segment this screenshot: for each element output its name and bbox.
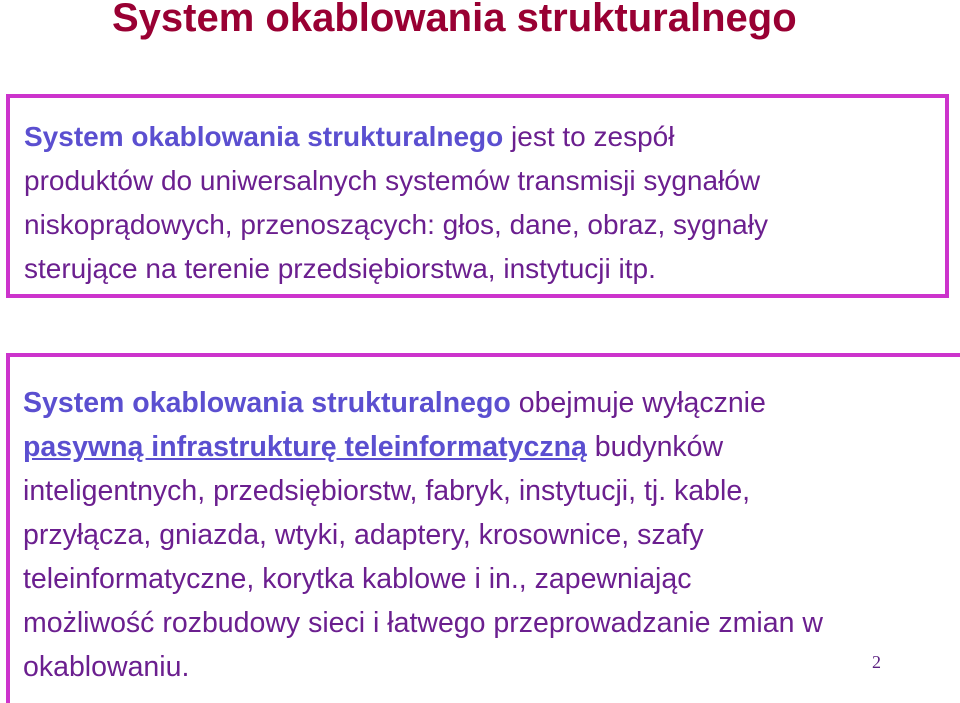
- definition-line-4: sterujące na terenie przedsiębiorstwa, instytucji itp.: [24, 253, 656, 284]
- definition-line-1: [24, 115, 934, 159]
- scope-line-4: przyłącza, gniazda, wtyki, adaptery, krosownice, szafy: [23, 519, 704, 551]
- definition-line-3: niskoprądowych, przenoszących: głos, dane, obraz, sygnały: [24, 209, 768, 240]
- scope-line-7: okablowaniu.: [23, 651, 190, 683]
- scope-line-3: inteligentnych, przedsiębiorstw, fabryk, instytucji, tj. kable,: [23, 475, 751, 507]
- scope-line-6: możliwość rozbudowy sieci i łatwego przeprowadzanie zmian w: [23, 607, 823, 639]
- scope-line-1: [23, 381, 953, 425]
- slide-title: System okablowania strukturalnego: [112, 0, 797, 40]
- scope-term: System okablowania strukturalnego: [23, 387, 511, 419]
- page-number: 2: [872, 652, 881, 672]
- scope-underlined-term: pasywną infrastrukturę teleinformatyczną: [23, 431, 587, 463]
- scope-line-1-text: obejmuje wyłącznie: [510, 387, 766, 419]
- definition-line-1-text: jest to zespół: [503, 121, 675, 152]
- scope-line-5: teleinformatyczne, korytka kablowe i in., zapewniając: [23, 563, 692, 595]
- definition-term: System okablowania strukturalnego: [24, 121, 504, 152]
- definition-line-2: produktów do uniwersalnych systemów transmisji sygnałów: [24, 165, 761, 196]
- definition-text: [24, 115, 934, 291]
- scope-text: [23, 381, 953, 689]
- scope-line-2-text: budynków: [586, 431, 724, 463]
- scope-line-2: [23, 425, 953, 469]
